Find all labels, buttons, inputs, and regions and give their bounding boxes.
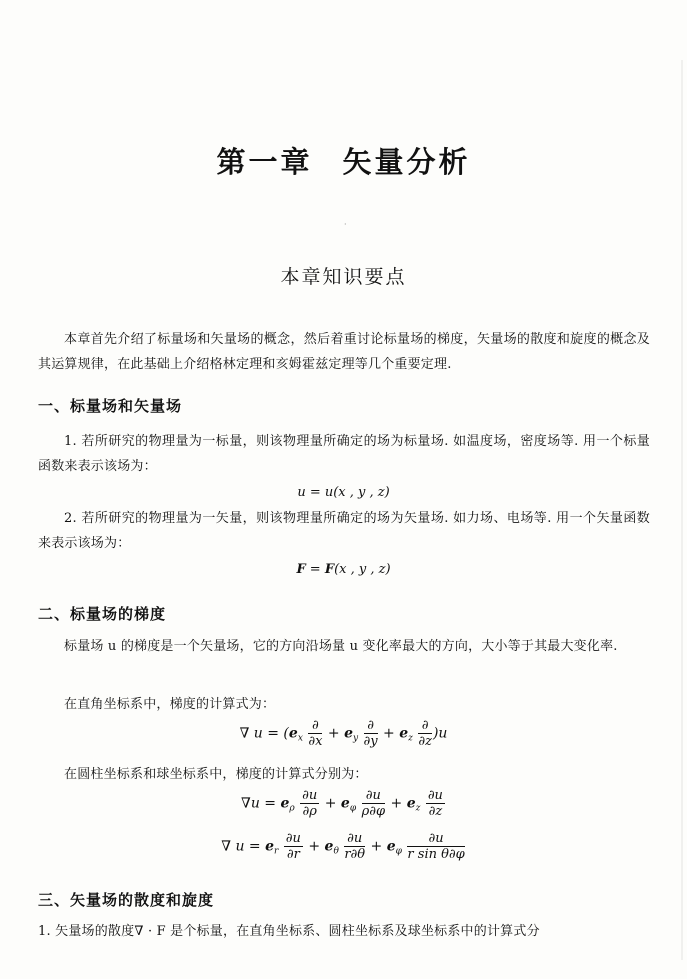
center-dot: · <box>344 220 347 229</box>
chapter-name: 矢量分析 <box>342 145 471 179</box>
heading-divergence-curl: 三、矢量场的散度和旋度 <box>38 891 215 909</box>
cartesian-gradient-equation: ∇ $u = (e_x$ $\frac{\partial}{\partial x}$ + $e_y$ $\frac{\partial}{\partial y}$ + $e_z$ $\frac{\partial}{\partial z}$ )u <box>239 718 448 749</box>
heading-scalar-vector-fields: 一、标量场和矢量场 <box>38 397 183 415</box>
section-title: 本章知识要点 <box>280 266 407 288</box>
vector-field-paragraph: 2. 若所研究的物理量为一矢量，则该物理量所确定的场为矢量场. 如力场、电场等. 用一个矢量函数来表示该场为： <box>38 511 650 551</box>
intro-paragraph: 本章首先介绍了标量场和矢量场的概念，然后着重讨论标量场的梯度，矢量场的散度和旋度的概念及其运算规律，在此基础上介绍格林定理和亥姆霍兹定理等几个重要定理. <box>38 332 650 372</box>
spherical-gradient-equation: ∇ $u = e_r$ $\frac{\partial u}{\partial r}$ + $e_\theta$ $\frac{\partial u}{r\partial\theta}$ + $e_\varphi$ $\frac{\partial u}{\text{r sin θ∂φ}}$ <box>221 831 465 862</box>
scalar-field-formula: u = u(x , y , z) <box>297 485 390 500</box>
cartesian-gradient-intro: 在直角坐标系中，梯度的计算式为： <box>64 697 276 712</box>
cylindrical-gradient-equation: $\nabla u = e_\rho$ $\frac{\partial u}{\partial\rho}$ + $e_\varphi$ $\frac{\partial u}{\rho\partial\varphi}$ + $e_z$ $\frac{\partial u}{\partial z}$ <box>241 788 443 819</box>
vector-field-formula: F = F(x , y , z) <box>296 562 391 577</box>
cylindrical-spherical-gradient-intro: 在圆柱坐标系和球坐标系中，梯度的计算式分别为： <box>64 767 368 782</box>
chapter-number: 第一章 <box>216 145 313 179</box>
vector-field-function: F <box>324 562 335 577</box>
scalar-field-paragraph: 1. 若所研究的物理量为一标量，则该物理量所确定的场为标量场. 如温度场，密度场等. 用一个标量函数来表示该场为： <box>38 434 650 474</box>
gradient-definition-paragraph: 标量场 u 的梯度是一个矢量场，它的方向沿场量 u 变化率最大的方向，大小等于其最大变化率. <box>64 639 618 654</box>
heading-gradient: 二、标量场的梯度 <box>38 605 167 623</box>
page-edge-shadow <box>681 60 683 960</box>
divergence-paragraph: 1. 矢量场的散度∇ · F 是个标量，在直角坐标系、圆柱坐标系及球坐标系中的计算式分 <box>38 924 540 939</box>
vector-field-symbol: F <box>296 562 306 577</box>
chapter-title <box>0 140 687 181</box>
